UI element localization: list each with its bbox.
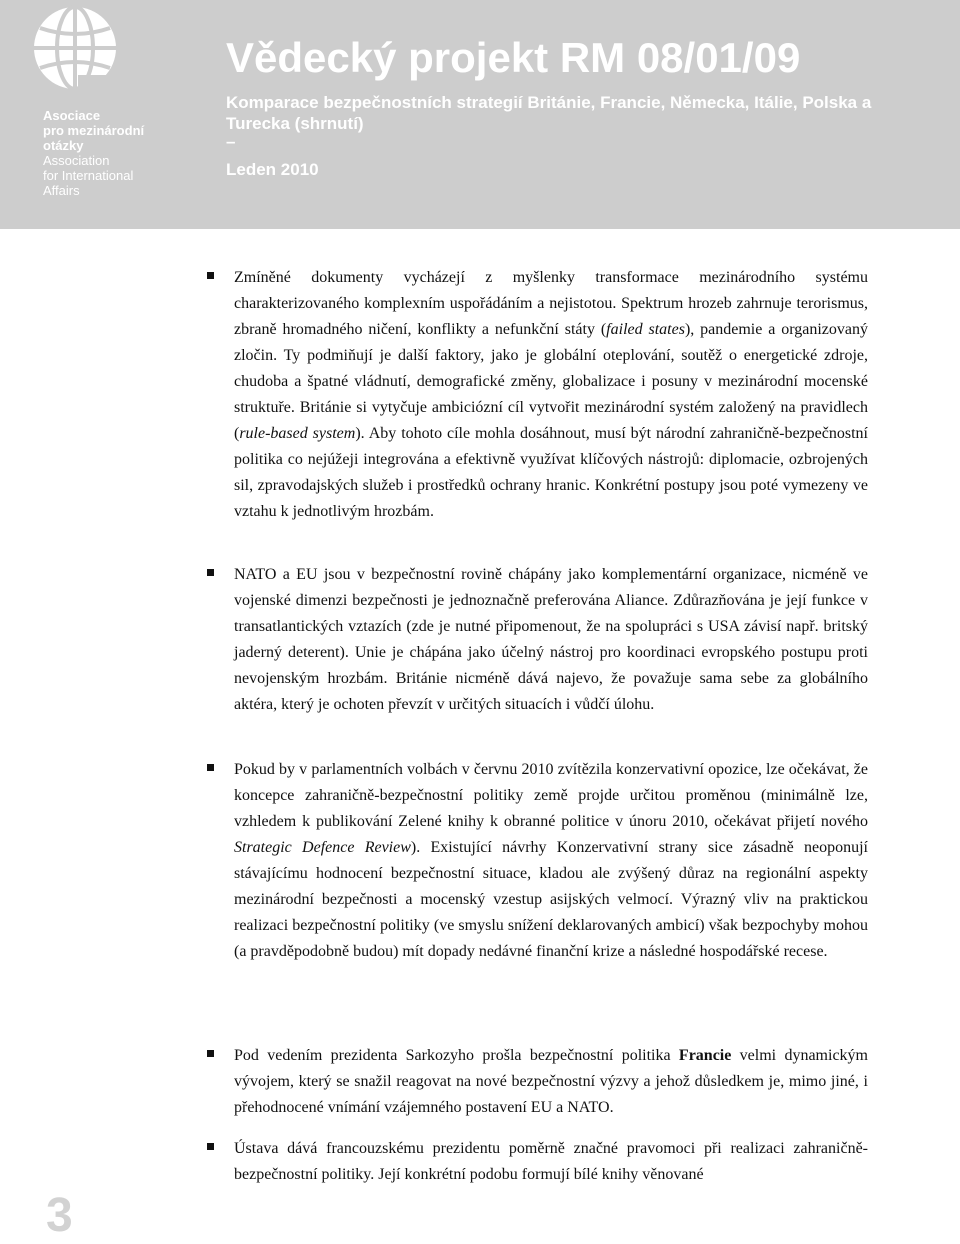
italic-term: failed states bbox=[606, 321, 685, 338]
org-name-line: for International bbox=[43, 168, 134, 183]
bullet-paragraph bbox=[234, 1043, 868, 1121]
org-name-line: Association bbox=[43, 153, 110, 168]
org-name-line: Affairs bbox=[43, 183, 80, 198]
paragraph-text: velmi dynamickým vývojem, který se snažil reagovat na nové bezpečnostní výzvy a jehož důsledkem je, mimo jiné, i přehodnocené vnímání vzájemného postavení EU a NATO. bbox=[234, 1047, 868, 1116]
org-name-line: Asociace bbox=[43, 108, 101, 123]
bullet-paragraph: Ústava dává francouzskému prezidentu poměrně značné pravomoci při realizaci zahraničně-bezpečnostní politiky. Její konkrétní podobu formují bílé knihy věnované bbox=[234, 1140, 868, 1183]
bullet-paragraph bbox=[234, 757, 868, 965]
org-name-line: otázky bbox=[43, 138, 84, 153]
bullet-icon bbox=[207, 764, 214, 771]
bullet-icon bbox=[207, 569, 214, 576]
bold-term: Francie bbox=[678, 1047, 732, 1064]
org-name-line: pro mezinárodní bbox=[43, 123, 145, 138]
document-title: Vědecký projekt RM 08/01/09 bbox=[226, 34, 801, 81]
document-subtitle: Komparace bezpečnostních strategií Británie, Francie, Německa, Itálie, Polska a Turecka (shrnutí) bbox=[226, 93, 872, 133]
bullet-icon bbox=[207, 272, 214, 279]
bullet-paragraph bbox=[234, 265, 868, 525]
paragraph-text: Zmíněné dokumenty vycházejí z myšlenky transformace mezinárodního systému charakterizovaného komplexním uspořádáním a nejistotou. Spektrum hrozeb zahrnuje terorismus, zbraně hromadného ničení, konflikty a nefunkční státy ( bbox=[234, 269, 868, 338]
italic-term: Strategic Defence Review bbox=[234, 839, 411, 856]
page-number: 3 bbox=[46, 1189, 73, 1242]
paragraph-text: Pod vedením prezidenta Sarkozyho prošla bezpečnostní politika bbox=[234, 1047, 679, 1064]
italic-term: rule-based system bbox=[239, 425, 356, 442]
paragraph-text: ). Existující návrhy Konzervativní strany sice zásadně neoponují stávajícímu hodnocení bezpečnostní situace, kladou ale zvýšený důraz na regionální aspekty mezinárodní bezpečnosti a mocenský vzestup asijských velmocí. Výrazný vliv na praktickou realizaci bezpečnostní politiky (ve smyslu snížení deklarovaných ambicí) však bezpochyby mohou (a pravděpodobně budou) mít dopady nedávné finanční krize a následné hospodářské recese. bbox=[234, 839, 868, 960]
document-date: Leden 2010 bbox=[226, 160, 319, 179]
bullet-icon bbox=[207, 1050, 214, 1057]
paragraph-text: ), pandemie a organizovaný zločin. Ty podmiňují je další faktory, jako je globální oteplování, soutěž o energetické zdroje, chudoba a špatné vládnutí, demografické změny, globalizace i posuny v mezinárodní mocenské struktuře. Británie si vytyčuje ambiciózní cíl vytvořit mezinárodní systém založený na pravidlech ( bbox=[234, 321, 868, 442]
paragraph-text: ). Aby tohoto cíle mohla dosáhnout, musí být národní zahraničně-bezpečnostní politika co nejúžeji integrována a efektivně využívat klíčových nástrojů: diplomacie, ozbrojených sil, zpravodajských služeb i prostředků ochrany hranic. Konkrétní postupy jsou poté vymezeny ve vztahu k jednotlivým hrozbám. bbox=[234, 425, 868, 520]
paragraph-text: Pokud by v parlamentních volbách v červnu 2010 zvítězila konzervativní opozice, lze očekávat, že koncepce zahraničně-bezpečnostní politiky země projde určitou proměnou (minimálně lze, vzhledem k publikování Zelené knihy k obranné politice v únoru 2010, očekávat přijetí nového bbox=[234, 761, 868, 830]
bullet-paragraph: NATO a EU jsou v bezpečnostní rovině chápány jako komplementární organizace, nicméně ve vojenské dimenzi bezpečnosti je jednoznačně preferována Aliance. Zdůrazňována je její funkce v transatlantických vztazích (zde je nutné připomenout, že na spolupráci s USA závisí např. britský jaderný deterent). Unie je chápána jako účelný nástroj pro koordinaci evropského postupu proti nevojenským hrozbám. Británie nicméně dává najevo, že považuje sama sebe za globálního aktéra, který je ochoten převzít v určitých situacích i vůdčí úlohu. bbox=[234, 566, 868, 713]
bullet-icon bbox=[207, 1143, 214, 1150]
header-dash: – bbox=[226, 132, 236, 151]
